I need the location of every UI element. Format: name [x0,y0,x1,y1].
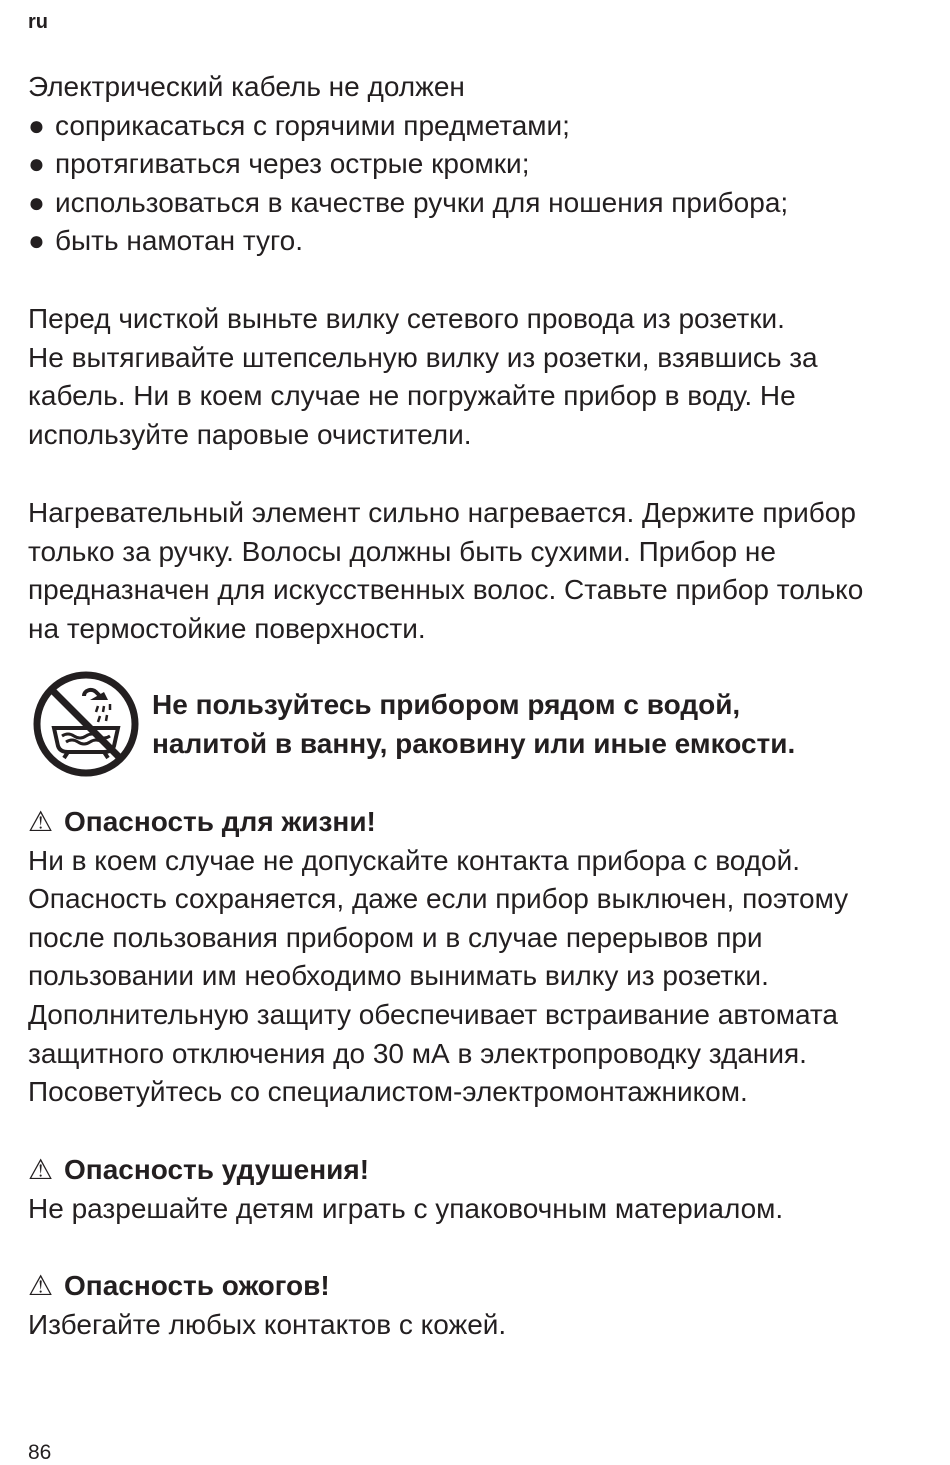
bullet-icon: ● [28,148,45,180]
danger-life-section [28,803,950,1112]
list-item-text: соприкасаться с горячими предметами; [55,109,570,141]
paragraph-line: защитного отключения до 30 мА в электропроводку здания. [28,1037,807,1069]
language-code: ru [28,11,48,33]
list-item-text: использоваться в качестве ручки для ношения прибора; [55,186,789,218]
paragraph-line: Перед чисткой выньте вилку сетевого провода из розетки. [28,303,785,334]
water-warning-notice [28,668,950,778]
list-item [28,222,950,261]
paragraph-line: Не вытягивайте штепсельную вилку из розетки, взявшись за [28,341,818,373]
list-item-text: быть намотан туго. [55,225,304,257]
cable-section [28,68,950,261]
list-item [28,107,950,146]
cleaning-paragraph [28,300,950,454]
paragraph-line: Не разрешайте детям играть с упаковочным материалом. [28,1192,784,1224]
paragraph-line: Посоветуйтесь со специалистом-электромонтажником. [28,1076,748,1108]
water-warning-text [152,686,795,763]
list-item [28,145,950,184]
cable-intro: Электрический кабель не должен [28,71,465,102]
heading-text: Опасность для жизни! [64,806,376,837]
warning-icon: ⚠ [28,1270,54,1301]
notice-line: налитой в ванну, раковину или иные емкости. [152,727,796,759]
list-item-text: протягиваться через острые кромки; [55,148,530,180]
section-heading [28,1267,950,1306]
heading-text: Опасность ожогов! [64,1270,330,1301]
no-bath-water-icon [32,670,140,778]
heading-text: Опасность удушения! [64,1154,370,1185]
paragraph-line: предназначен для искусственных волос. Ставьте прибор только [28,574,864,606]
paragraph-line: Опасность сохраняется, даже если прибор выключен, поэтому [28,883,849,915]
page-number: 86 [28,1441,52,1464]
paragraph-line: на термостойкие поверхности. [28,612,426,644]
section-heading [28,803,950,842]
paragraph-line: только за ручку. Волосы должны быть сухими. Прибор не [28,535,776,567]
paragraph-line: после пользования прибором и в случае перерывов при [28,921,763,953]
notice-line: Не пользуйтесь прибором рядом с водой, [152,689,741,720]
paragraph-line: используйте паровые очистители. [28,418,472,450]
heating-paragraph [28,494,950,648]
warning-icon: ⚠ [28,1154,54,1185]
danger-burns-section [28,1267,950,1344]
danger-suffocation-section [28,1151,950,1228]
bullet-icon: ● [28,109,45,141]
paragraph-line: Дополнительную защиту обеспечивает встраивание автомата [28,998,838,1030]
bullet-icon: ● [28,225,45,257]
warning-icon: ⚠ [28,806,54,837]
paragraph-line: кабель. Ни в коем случае не погружайте прибор в воду. Не [28,380,796,412]
paragraph-line: пользовании им необходимо вынимать вилку из розетки. [28,960,769,992]
paragraph-line: Ни в коем случае не допускайте контакта прибора с водой. [28,844,801,876]
bullet-icon: ● [28,186,45,218]
section-heading [28,1151,950,1190]
paragraph-line: Избегайте любых контактов с кожей. [28,1308,507,1340]
list-item [28,184,950,223]
paragraph-line: Нагревательный элемент сильно нагревается. Держите прибор [28,497,856,528]
